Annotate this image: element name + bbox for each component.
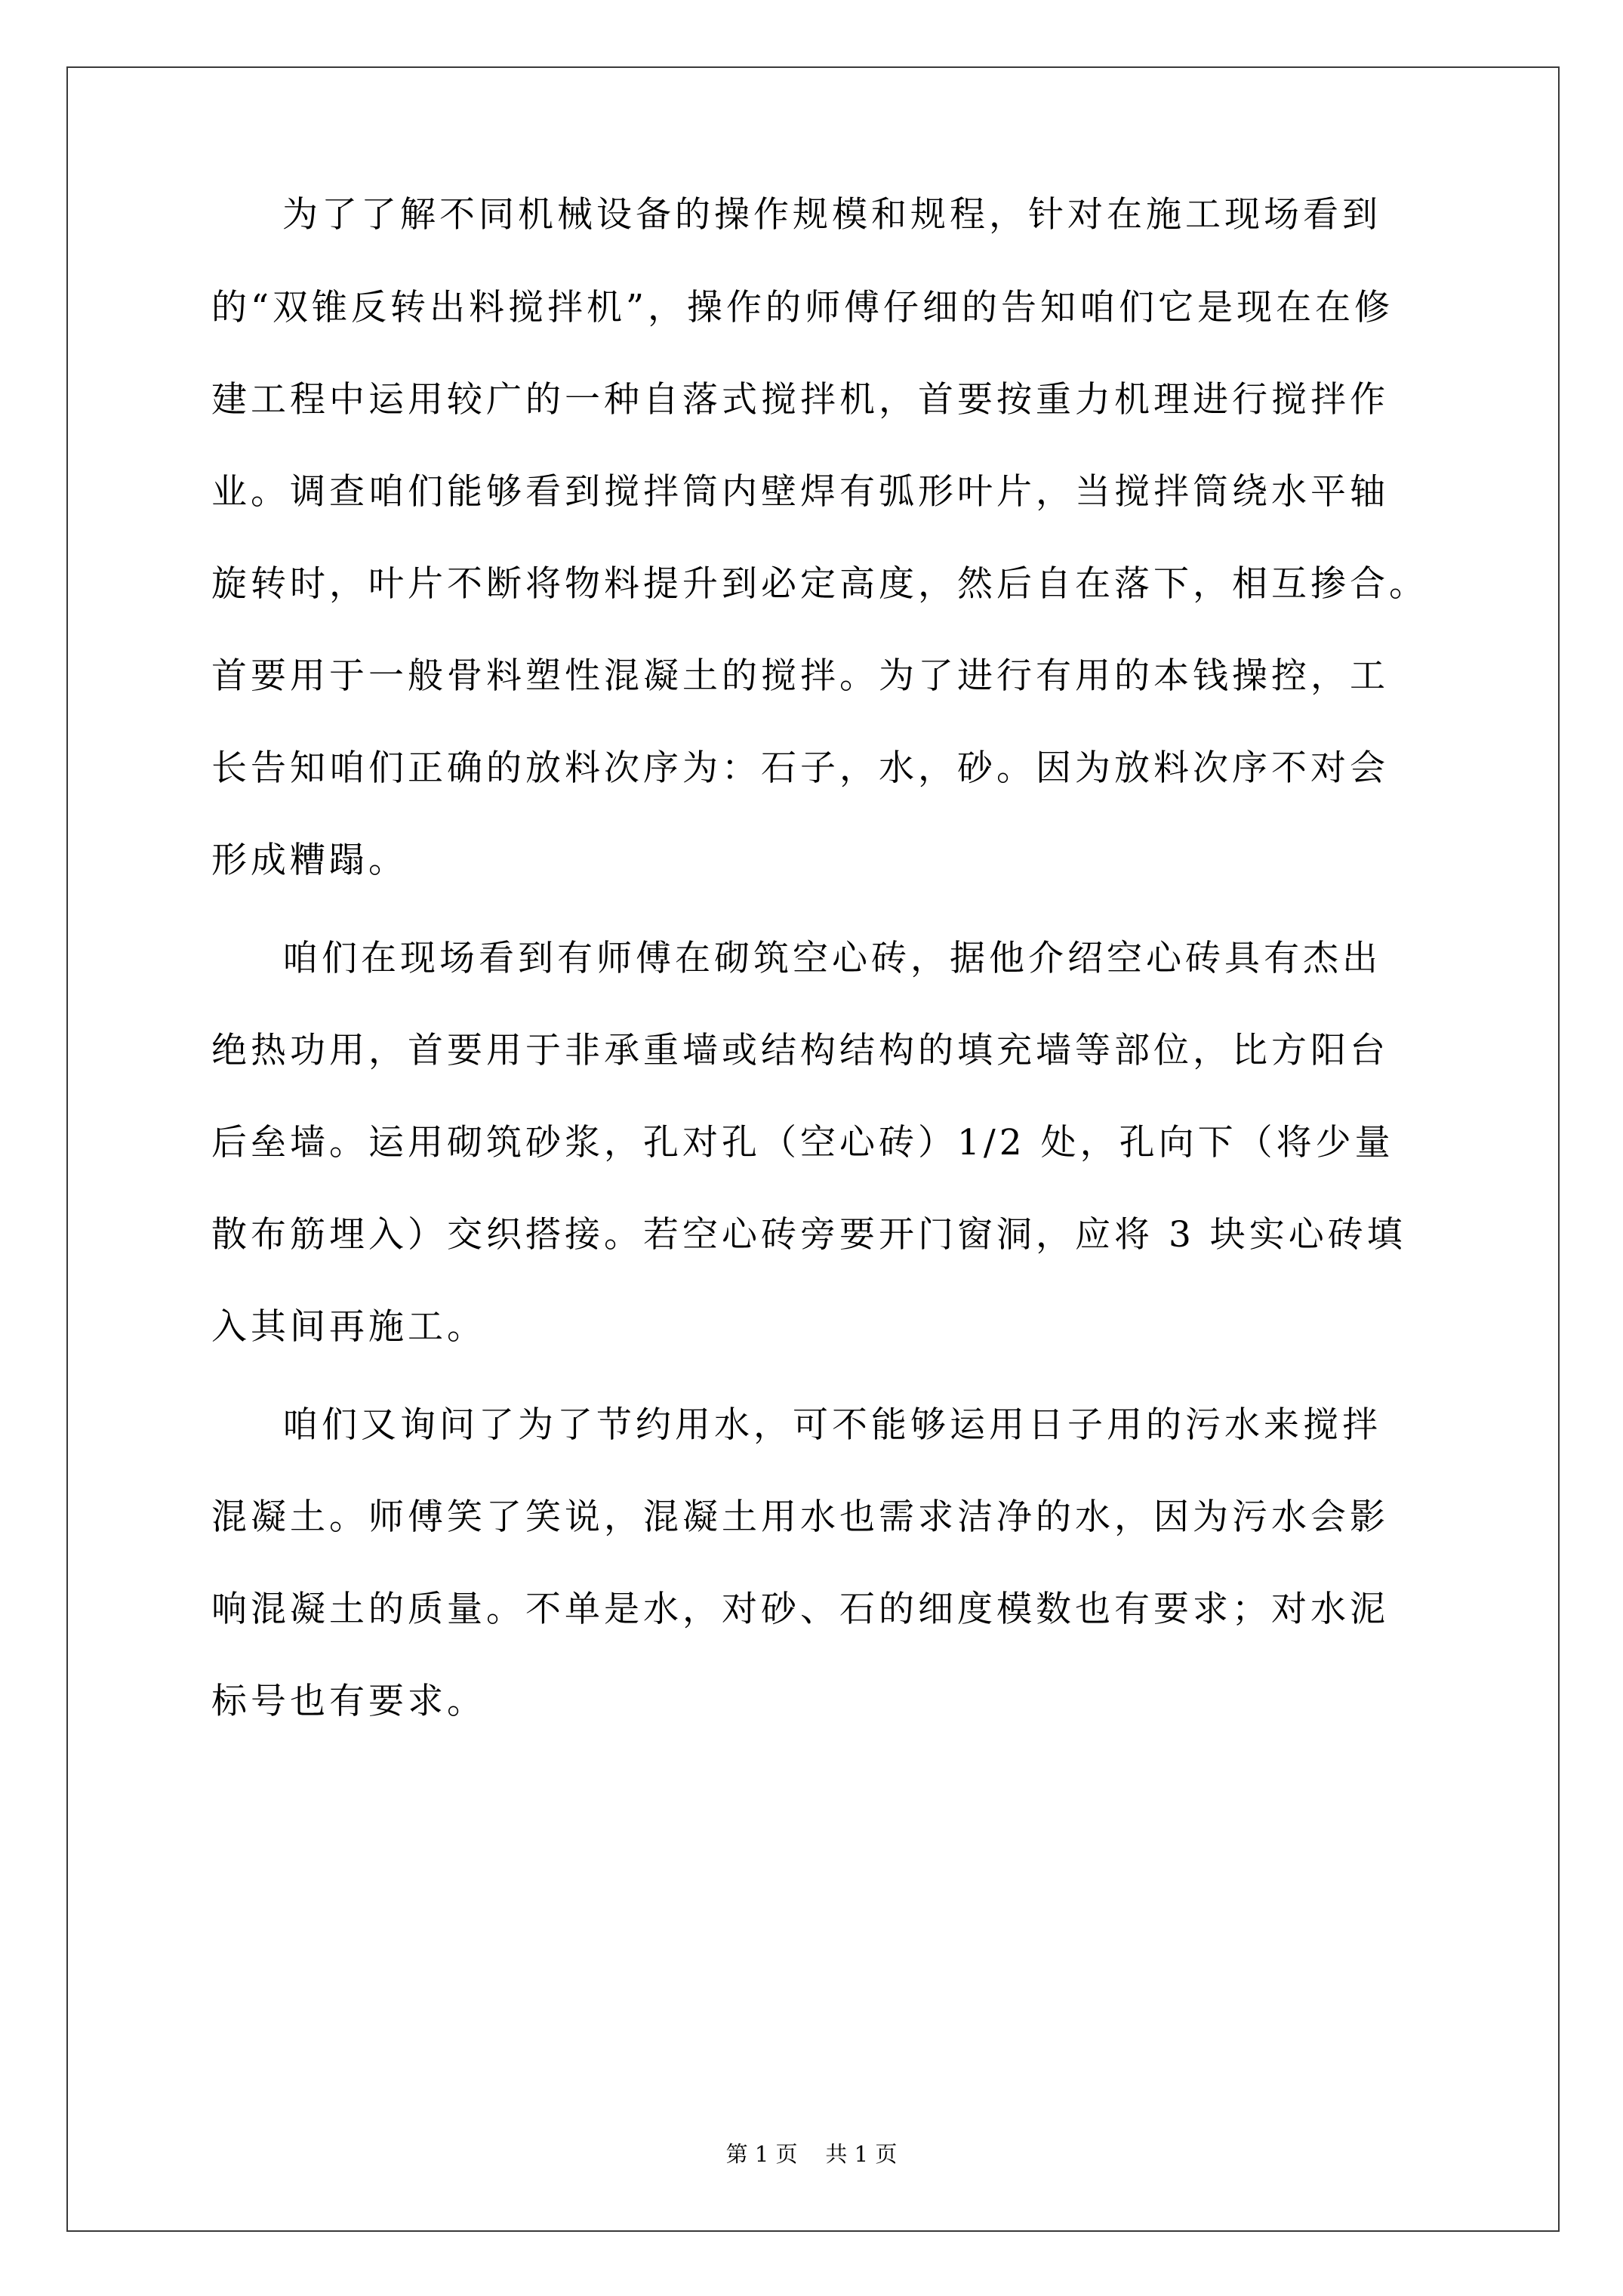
paragraph-2-line-2: 绝热功用，首要用于非承重墙或结构结构的填充墙等部位，比方阳台 <box>211 1030 1389 1071</box>
paragraph-1-line-4: 业。调查咱们能够看到搅拌筒内壁焊有弧形叶片，当搅拌筒绕水平轴 <box>211 471 1389 513</box>
paragraph-2-line-1: 咱们在现场看到有师傅在砌筑空心砖，据他介绍空心砖具有杰出 <box>282 938 1381 979</box>
paragraph-2-line-3: 后垒墙。运用砌筑砂浆，孔对孔（空心砖）1/2 处，孔向下（将少量 <box>211 1122 1394 1163</box>
paragraph-1-line-2: 的“双锥反转出料搅拌机”，操作的师傅仔细的告知咱们它是现在在修 <box>211 287 1394 328</box>
paragraph-1-line-1: 为了了解不同机械设备的操作规模和规程，针对在施工现场看到 <box>282 194 1381 236</box>
paragraph-1-line-3: 建工程中运用较广的一种自落式搅拌机，首要按重力机理进行搅拌作 <box>211 379 1389 421</box>
paragraph-1-line-8: 形成糟蹋。 <box>211 840 408 881</box>
paragraph-1-line-5: 旋转时，叶片不断将物料提升到必定高度，然后自在落下，相互掺合。 <box>211 563 1428 605</box>
page-number-footer: 第 1 页 共 1 页 <box>725 2141 898 2167</box>
paragraph-2-line-5: 入其间再施工。 <box>211 1306 486 1348</box>
paragraph-1-line-7: 长告知咱们正确的放料次序为：石子，水，砂。因为放料次序不对会 <box>211 747 1389 789</box>
paragraph-1-line-6: 首要用于一般骨料塑性混凝土的搅拌。为了进行有用的本钱操控，工 <box>211 655 1389 697</box>
paragraph-3-line-1: 咱们又询问了为了节约用水，可不能够运用日子用的污水来搅拌 <box>282 1404 1381 1446</box>
paragraph-3-line-4: 标号也有要求。 <box>211 1681 486 1722</box>
paragraph-3-line-2: 混凝土。师傅笑了笑说，混凝土用水也需求洁净的水，因为污水会影 <box>211 1496 1389 1538</box>
paragraph-2-line-4: 散布筋埋入）交织搭接。若空心砖旁要开门窗洞，应将 3 块实心砖填 <box>211 1214 1406 1256</box>
paragraph-3-line-3: 响混凝土的质量。不单是水，对砂、石的细度模数也有要求；对水泥 <box>211 1589 1389 1630</box>
